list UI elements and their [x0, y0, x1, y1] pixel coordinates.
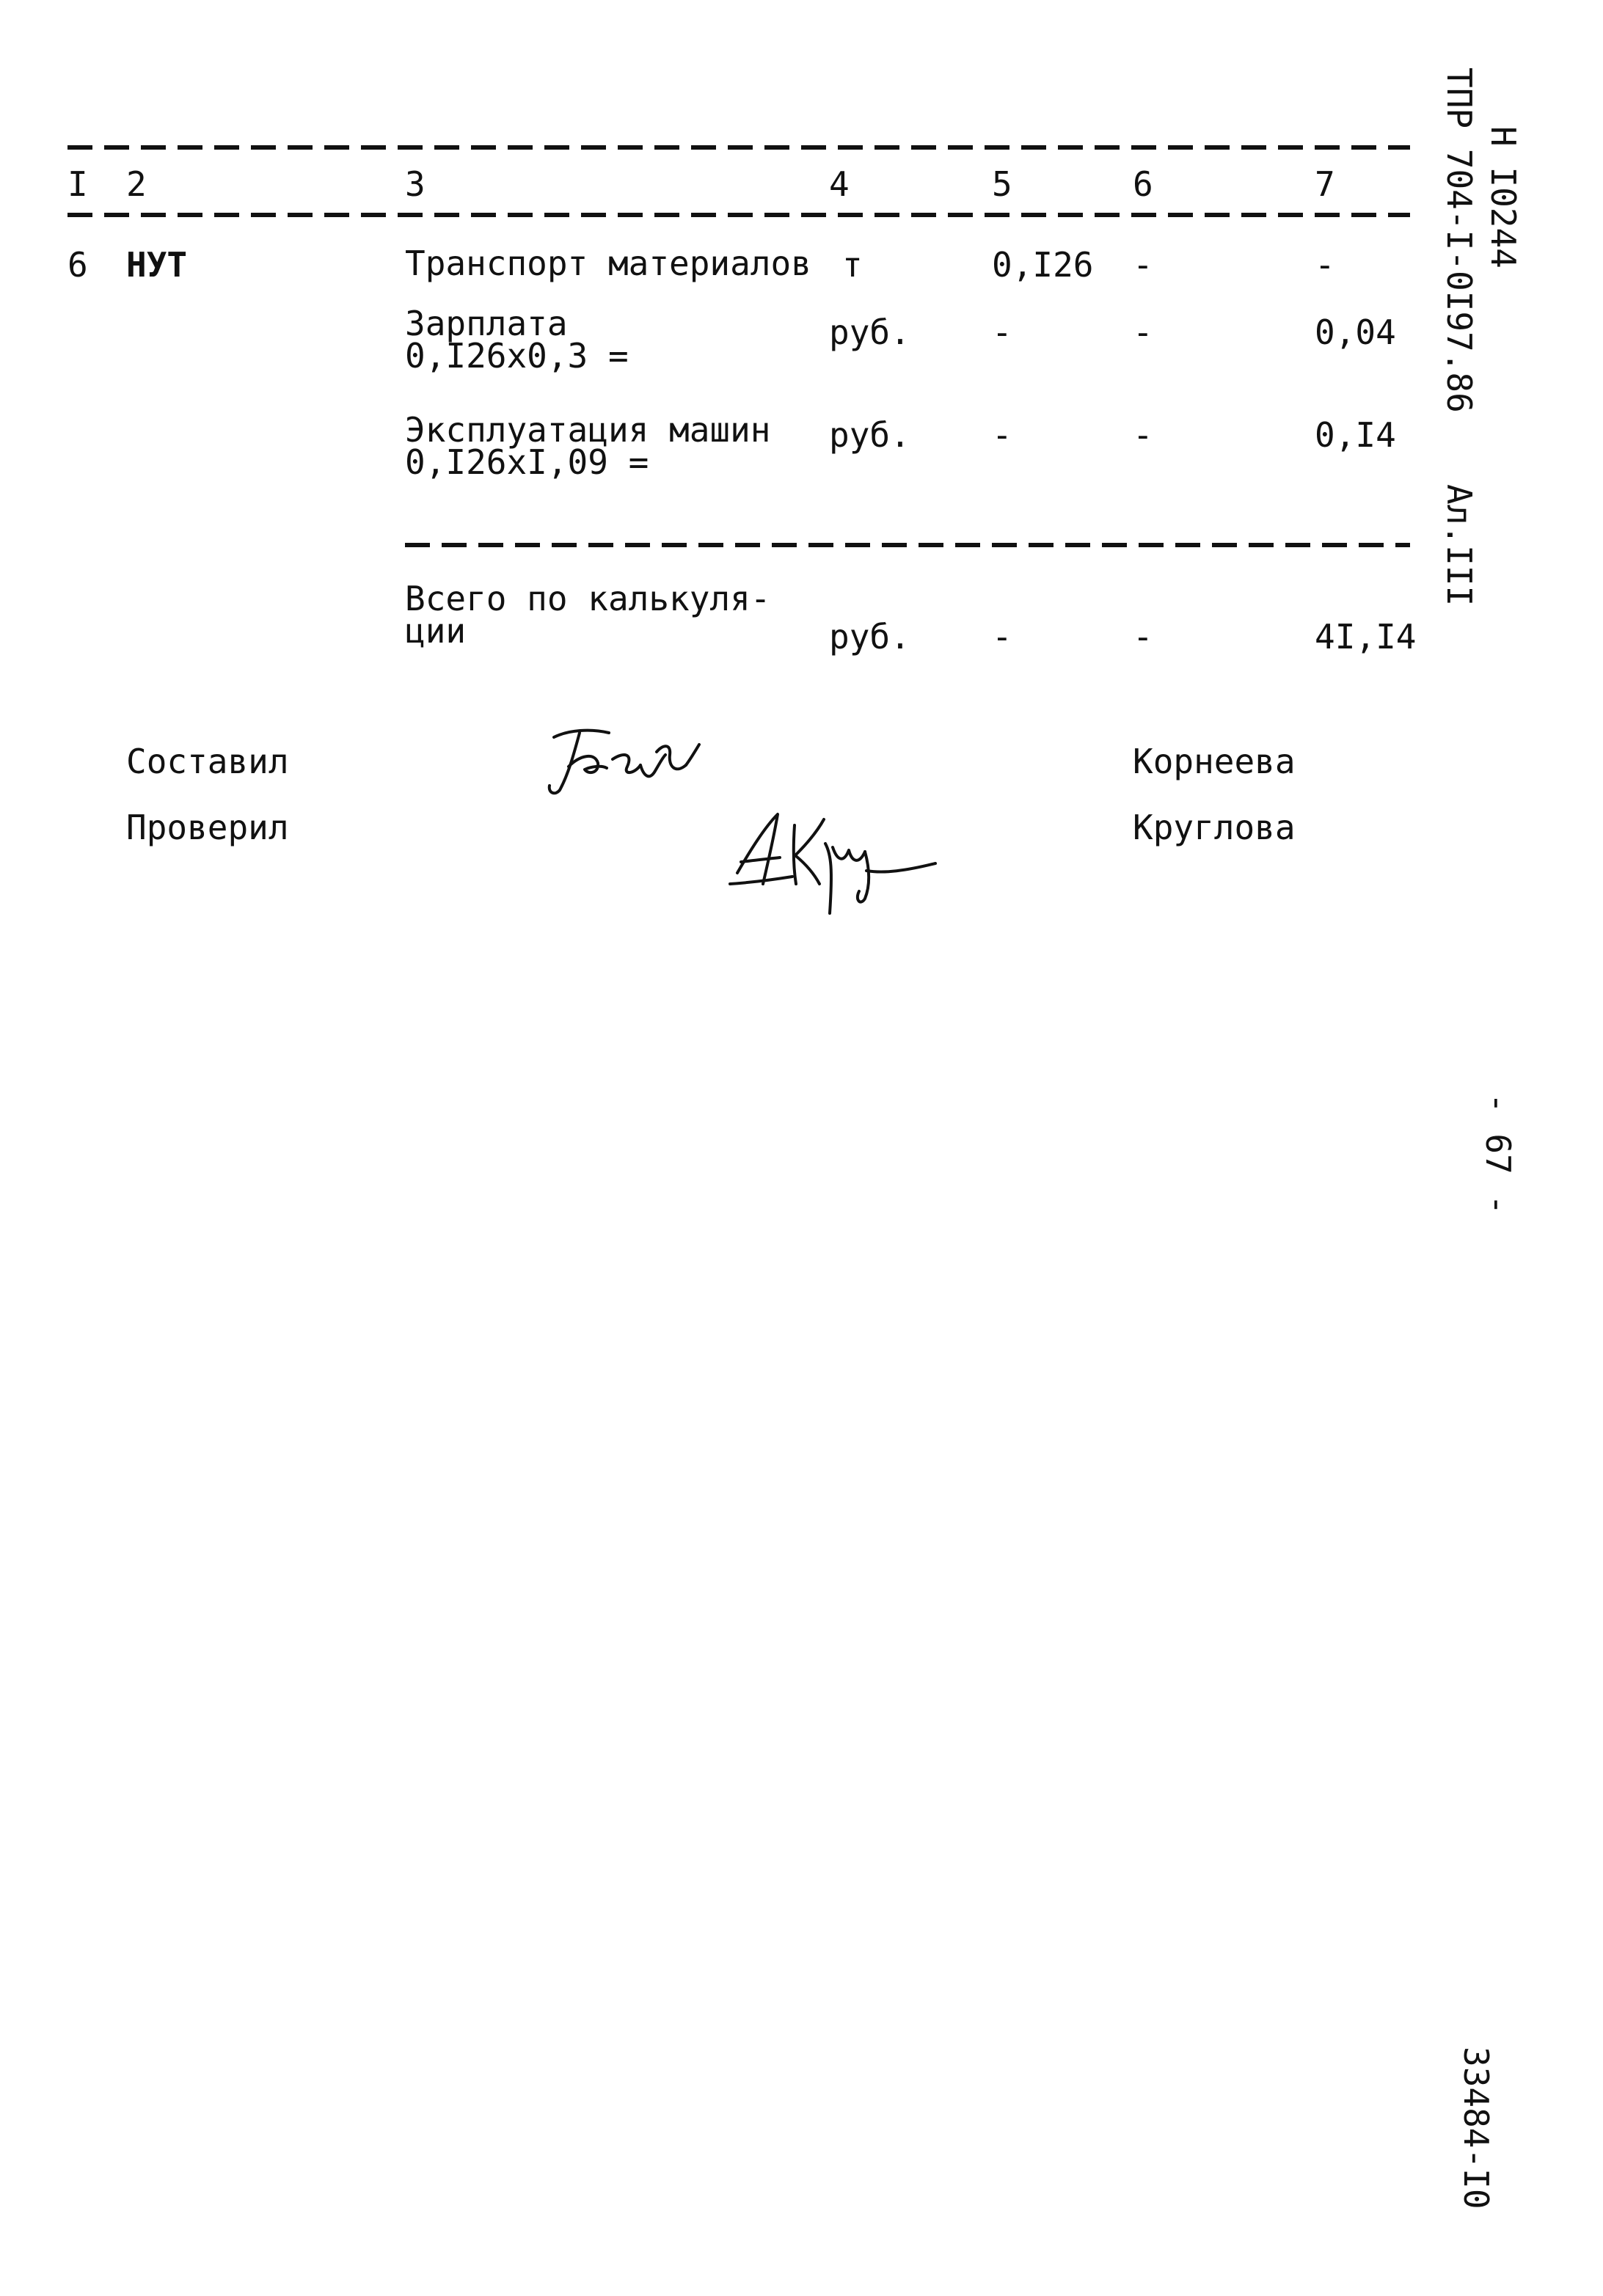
total-name: Всего по калькуля- ции — [405, 579, 771, 651]
row-col7: 0,I4 — [1315, 415, 1396, 455]
row-unit: руб. — [829, 415, 910, 455]
header-top-rule — [67, 145, 1410, 150]
row-unit: руб. — [829, 312, 910, 352]
column-header-1: I — [67, 164, 88, 204]
column-header-6: 6 — [1133, 164, 1153, 204]
row-number: 6 — [67, 245, 88, 285]
row-name: Эксплуатация машин 0,I26хI,09 = — [405, 410, 771, 482]
row-col6: - — [1133, 245, 1153, 285]
album-label: Ал.III — [1439, 484, 1479, 607]
total-unit: руб. — [829, 617, 910, 657]
column-header-5: 5 — [992, 164, 1012, 204]
row-col5: 0,I26 — [992, 245, 1094, 285]
row-name: Зарплата 0,I26х0,3 = — [405, 304, 629, 376]
column-header-2: 2 — [126, 164, 147, 204]
column-header-3: 3 — [405, 164, 426, 204]
total-col6: - — [1133, 617, 1153, 657]
checked-name: Круглова — [1133, 808, 1296, 847]
row-unit: т — [842, 245, 863, 285]
column-header-4: 4 — [829, 164, 850, 204]
row-code: НУТ — [126, 245, 188, 285]
compiled-label: Составил — [126, 742, 289, 781]
row-col5: - — [992, 312, 1012, 352]
row-col6: - — [1133, 312, 1153, 352]
checked-label: Проверил — [126, 808, 289, 847]
sheet-code: Н I0244 — [1483, 126, 1523, 268]
signature-compiled — [539, 723, 715, 803]
row-col5: - — [992, 415, 1012, 455]
column-header-7: 7 — [1315, 164, 1335, 204]
row-col7: - — [1315, 245, 1335, 285]
page-number: - 67 - — [1478, 1093, 1518, 1215]
row-col7: 0,04 — [1315, 312, 1396, 352]
doc-code: ТПР 704-I-0I97.86 — [1439, 67, 1479, 413]
signature-checked — [723, 803, 950, 928]
row-col6: - — [1133, 415, 1153, 455]
total-rule — [405, 543, 1410, 547]
header-bottom-rule — [67, 213, 1410, 217]
inventory-number: 33484-I0 — [1456, 2047, 1496, 2209]
compiled-name: Корнеева — [1133, 742, 1296, 781]
total-col7: 4I,I4 — [1315, 617, 1417, 657]
total-col5: - — [992, 617, 1012, 657]
row-name: Транспорт материалов — [405, 244, 811, 283]
